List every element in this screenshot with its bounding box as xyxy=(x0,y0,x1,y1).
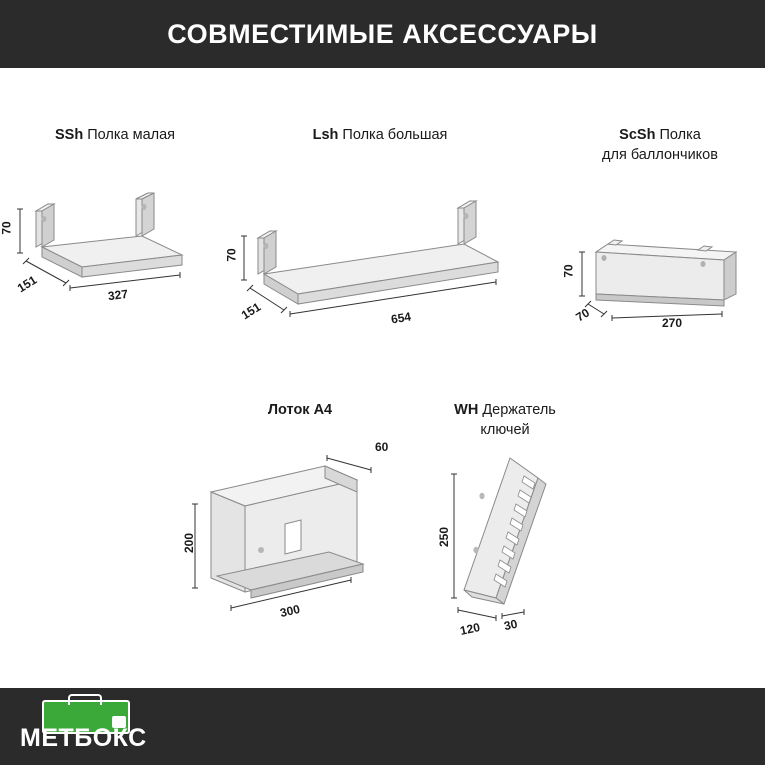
wrench-holder-svg xyxy=(438,450,578,635)
item-wrench-holder-drawing xyxy=(437,450,578,638)
shelf-large-dim-width: 654 xyxy=(390,309,413,327)
item-tray-a4 xyxy=(190,401,410,421)
accessories-diagram xyxy=(0,68,765,688)
brand-name: МЕТБОКС xyxy=(20,723,147,752)
tray-a4-dim-depth: 60 xyxy=(375,440,389,454)
brand-logo xyxy=(8,694,188,760)
item-shelf-small-caption xyxy=(10,126,220,146)
shelf-cans-dim-width: 270 xyxy=(662,316,683,330)
item-wrench-holder-caption xyxy=(410,401,600,440)
item-shelf-large-caption xyxy=(255,126,505,146)
shelf-small-dim-width: 327 xyxy=(107,286,129,304)
shelf-large-dim-depth: 151 xyxy=(238,299,264,323)
item-shelf-large xyxy=(255,126,505,146)
item-shelf-cans-name-line2: для баллончиков xyxy=(602,146,718,163)
item-shelf-cans-caption xyxy=(565,126,755,165)
item-shelf-small-drawing xyxy=(0,193,208,313)
item-wrench-holder xyxy=(410,401,600,440)
item-shelf-large-code: Lsh xyxy=(312,127,339,143)
item-wrench-holder-name: Держатель xyxy=(482,402,556,418)
page-title: СОВМЕСТИМЫЕ АКСЕССУАРЫ xyxy=(167,18,598,49)
item-shelf-small xyxy=(10,126,220,146)
shelf-cans-dim-height: 70 xyxy=(561,264,576,278)
shelf-small-dim-height: 70 xyxy=(0,221,14,235)
item-shelf-large-drawing xyxy=(224,196,516,327)
wrench-holder-dim-depth: 30 xyxy=(502,616,519,634)
shelf-cans-svg xyxy=(570,196,760,321)
shelf-cans-dim-depth: 70 xyxy=(573,305,593,325)
item-shelf-small-name: Полка малая xyxy=(87,127,176,143)
wrench-holder-dim-height: 250 xyxy=(437,526,452,548)
item-shelf-small-code: SSh xyxy=(54,127,84,143)
item-shelf-cans-name: Полка xyxy=(659,127,701,143)
item-shelf-cans xyxy=(565,126,755,165)
shelf-large-svg xyxy=(236,196,516,326)
item-tray-a4-drawing xyxy=(175,440,405,626)
item-shelf-cans-code: ScSh xyxy=(619,127,656,143)
shelf-large-dim-height: 70 xyxy=(224,248,239,262)
item-wrench-holder-code: WH xyxy=(454,402,479,418)
item-tray-a4-caption xyxy=(190,401,410,421)
item-tray-a4-code: Лоток A4 xyxy=(267,402,333,418)
wrench-holder-dim-width: 120 xyxy=(458,620,482,638)
footer-bar xyxy=(0,688,765,765)
header-bar xyxy=(0,0,765,68)
item-shelf-large-name: Полка большая xyxy=(342,127,448,143)
toolbox-handle-icon xyxy=(68,694,102,705)
item-wrench-holder-name-line2: ключей xyxy=(480,421,530,438)
tray-a4-dim-width: 300 xyxy=(278,601,302,621)
tray-a4-dim-height: 200 xyxy=(182,532,197,554)
shelf-small-dim-depth: 151 xyxy=(14,272,40,296)
item-shelf-cans-drawing xyxy=(561,196,760,330)
